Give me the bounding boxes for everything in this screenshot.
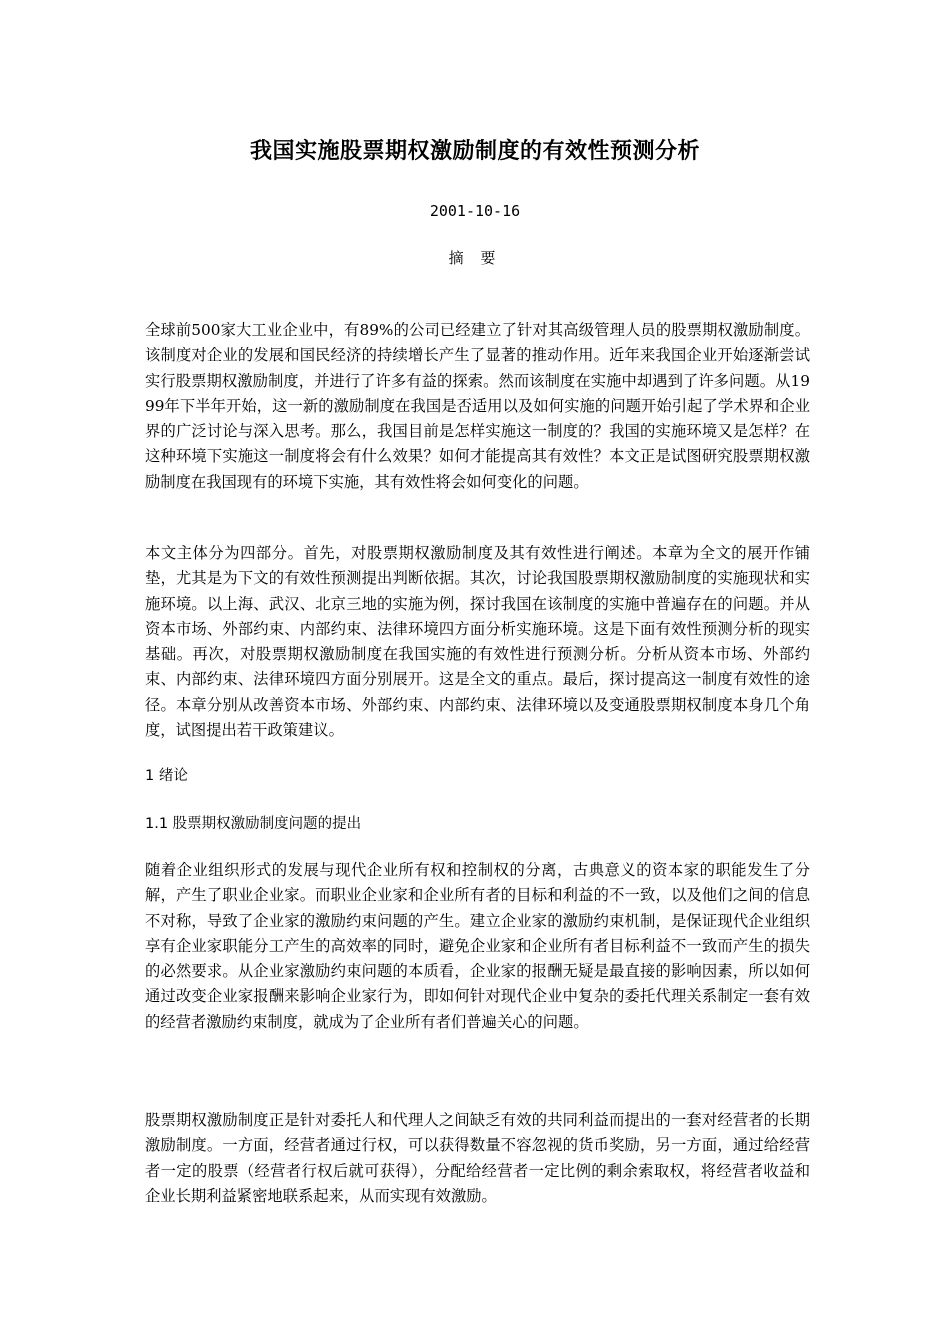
body-paragraph-2: 股票期权激励制度正是针对委托人和代理人之间缺乏有效的共同利益而提出的一套对经营者的长期激励制度。一方面，经营者通过行权，可以获得数量不容忽视的货币奖励，另一方面，通过给经营者一定的股票（经营者行权后就可获得），分配给经营者一定比例的剩余索取权，将经营者收益和企业长期利益紧密地联系起来，从而实现有效激励。 bbox=[145, 1111, 810, 1205]
body-paragraph-1: 随着企业组织形式的发展与现代企业所有权和控制权的分离，古典意义的资本家的职能发生了分解，产生了职业企业家。而职业企业家和企业所有者的目标和利益的不一致，以及他们之间的信息不对称，导致了企业家的激励约束问题的产生。建立企业家的激励约束机制，是保证现代企业组织享有企业家职能分工产生的高效率的同时，避免企业家和企业所有者目标利益不一致而产生的损失的必然要求。从企业家激励约束问题的本质看，企业家的报酬无疑是最直接的影响因素，所以如何通过改变企业家报酬来影响企业家行为，即如何针对现代企业中复杂的委托代理关系制定一套有效的经营者激励约束制度，就成为了企业所有者们普遍关心的问题。 bbox=[145, 861, 810, 1031]
abstract-heading: 摘 要 bbox=[448, 249, 502, 267]
section-heading-1: 1 绪论 bbox=[145, 768, 188, 784]
document-title: 我国实施股票期权激励制度的有效性预测分析 bbox=[249, 139, 700, 164]
subsection-heading-1-1: 1.1 股票期权激励制度问题的提出 bbox=[145, 816, 362, 832]
abstract-paragraph-2: 本文主体分为四部分。首先，对股票期权激励制度及其有效性进行阐述。本章为全文的展开作铺垫，尤其是为下文的有效性预测提出判断依据。其次，讨论我国股票期权激励制度的实施现状和实施环境。以上海、武汉、北京三地的实施为例，探讨我国在该制度的实施中普遍存在的问题。并从资本市场、外部约束、内部约束、法律环境四方面分析实施环境。这是下面有效性预测分析的现实基础。再次，对股票期权激励制度在我国实施的有效性进行预测分析。分析从资本市场、外部约束、内部约束、法律环境四方面分别展开。这是全文的重点。最后，探讨提高这一制度有效性的途径。本章分别从改善资本市场、外部约束、内部约束、法律环境以及变通股票期权制度本身几个角度，试图提出若干政策建议。 bbox=[145, 544, 810, 740]
document-date: 2001-10-16 bbox=[429, 202, 521, 220]
abstract-paragraph-1: 全球前500家大工业企业中，有89%的公司已经建立了针对其高级管理人员的股票期权激励制度。该制度对企业的发展和国民经济的持续增长产生了显著的推动作用。近年来我国企业开始逐渐尝试实行股票期权激励制度，并进行了许多有益的探索。然而该制度在实施中却遇到了许多问题。从1999年下半年开始，这一新的激励制度在我国是否适用以及如何实施的问题开始引起了学术界和企业界的广泛讨论与深入思考。那么，我国目前是怎样实施这一制度的？我国的实施环境又是怎样？在这种环境下实施这一制度将会有什么效果？如何才能提高其有效性？本文正是试图研究股票期权激励制度在我国现有的环境下实施，其有效性将会如何变化的问题。 bbox=[145, 321, 810, 491]
